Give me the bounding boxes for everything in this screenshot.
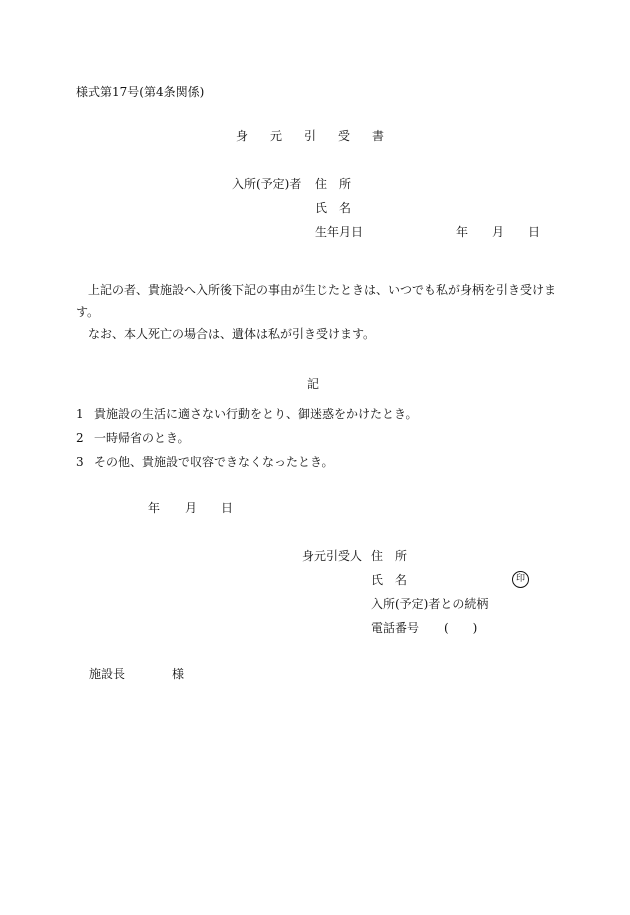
seal-mark: 印 <box>512 571 529 588</box>
list-item <box>76 454 334 470</box>
addressee-honorific: 様 <box>172 667 185 681</box>
birthdate-year: 年 <box>456 225 469 239</box>
item-text: 貴施設の生活に適さない行動をとり、御迷惑をかけたとき。 <box>94 407 418 421</box>
guarantor-phone-label: 電話番号 <box>371 621 420 635</box>
guarantor-address-label: 住 所 <box>371 549 408 563</box>
form-number: 様式第17号(第4条関係) <box>76 85 205 99</box>
document-title <box>236 128 406 144</box>
signing-day: 日 <box>221 501 234 515</box>
signing-month: 月 <box>185 501 198 515</box>
addressee-label: 施設長 <box>89 667 126 681</box>
resident-name-label: 氏 名 <box>315 201 352 215</box>
guarantor-relation-label: 入所(予定)者との続柄 <box>371 597 489 611</box>
guarantor-name-label: 氏 名 <box>371 573 408 587</box>
resident-address-label: 住 所 <box>315 177 352 191</box>
birthdate-month: 月 <box>492 225 505 239</box>
item-number: 3 <box>76 455 84 469</box>
guarantor-role-label: 身元引受人 <box>302 549 363 563</box>
list-item <box>76 406 418 422</box>
signing-year: 年 <box>148 501 161 515</box>
resident-role-label: 入所(予定)者 <box>232 177 302 191</box>
list-item <box>76 430 190 446</box>
title-char: 身 <box>236 129 249 143</box>
title-char: 引 <box>304 129 317 143</box>
item-number: 2 <box>76 431 84 445</box>
ki-label: 記 <box>307 377 320 391</box>
item-number: 1 <box>76 407 84 421</box>
title-char: 元 <box>270 129 283 143</box>
item-text: 一時帰省のとき。 <box>94 431 190 445</box>
title-char: 受 <box>338 129 351 143</box>
birthdate-day: 日 <box>528 225 541 239</box>
paragraph-main: 上記の者、貴施設へ入所後下記の事由が生じたときは、いつでも私が身柄を引き受けます。 <box>76 283 557 319</box>
body-paragraphs <box>76 279 560 345</box>
title-char: 書 <box>372 129 385 143</box>
item-text: その他、貴施設で収容できなくなったとき。 <box>94 455 334 469</box>
resident-birthdate-label: 生年月日 <box>315 225 364 239</box>
guarantor-phone-paren: ( ) <box>444 621 478 635</box>
paragraph-death: なお、本人死亡の場合は、遺体は私が引き受けます。 <box>88 327 376 341</box>
